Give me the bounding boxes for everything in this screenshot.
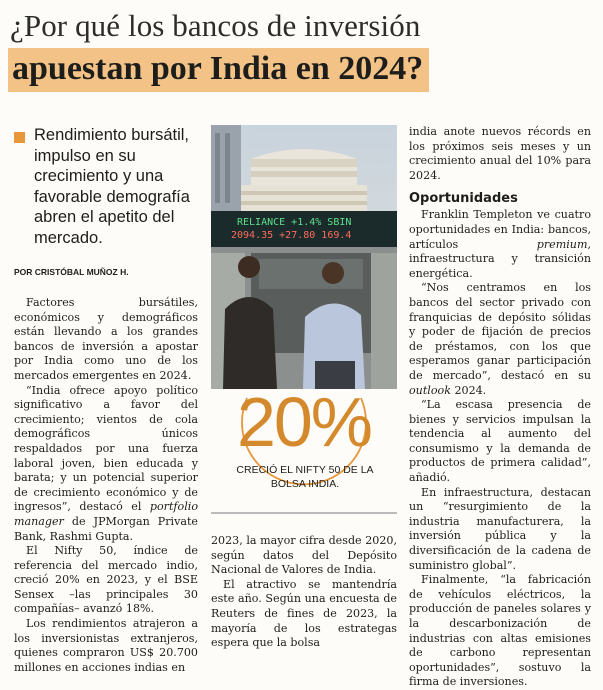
stock-exchange-photo: [211, 125, 397, 389]
col3-p3-text-a: “Nos centramos en los bancos del sector privado con franquicias de depósito sólidas y poder de fijación de precios de préstamos, con los que esperamos ganar participación de mercado”, destacó en su: [409, 281, 591, 382]
col1-p2-text-b: de JPMorgan Private Bank, Rashmi Gupta.: [14, 514, 198, 543]
deck-bullet-icon: [14, 132, 25, 143]
article-column-2: [211, 534, 397, 651]
byline: POR CRISTÓBAL MUÑOZ H.: [14, 267, 129, 277]
headline-line-2: apuestan por India en 2024?: [8, 48, 429, 92]
callout-divider: [211, 512, 397, 514]
col3-p2-emphasis: premium: [536, 237, 588, 251]
col3-paragraph-1: india anote nuevos récords en los próximos seis meses y un crecimiento anual del 10% para 2024.: [409, 125, 591, 182]
article-column-3: [409, 125, 591, 690]
headline-line-1: ¿Por qué los bancos de inversión: [10, 8, 421, 43]
col3-p3-text-b: 2024.: [450, 383, 487, 397]
callout-value: 20%: [236, 383, 372, 461]
callout-caption: CRECIÓ EL NIFTY 50 DE LA BOLSA INDIA.: [236, 464, 374, 490]
stock-exchange-photo-illustration: [211, 125, 397, 389]
ticker-line-1: RELIANCE +1.4% SBIN: [237, 217, 352, 228]
col1-p2-text-a: “India ofrece apoyo político significativo a favor del crecimiento; vientos de cola demográficos únicos respaldados por una fuerza laboral joven, bien educada y barata; y un potencial superior de crecimiento económico y de ingresos”, destacó el: [14, 383, 198, 514]
col1-paragraph-2: [14, 384, 198, 545]
col1-paragraph-1: Factores bursátiles, económicos y demográficos están llevando a los grandes bancos de inversión a apostar por India como uno de los mercados emergentes en 2024.: [14, 296, 198, 382]
col1-p2-emphasis: portfolio manager: [14, 500, 198, 528]
col3-paragraph-4: “La escasa presencia de bienes y servicios impulsan la tendencia al aumento del consumismo y la demanda de productos de primera calidad”, añadió.: [409, 398, 591, 485]
col1-paragraph-4: Los rendimientos atrajeron a los inversionistas extranjeros, quienes compraron US$ 20.700 millones en acciones indias en: [14, 617, 198, 674]
deck-text: Rendimiento bursátil, impulso en su crecimiento y una favorable demografía abren el apetito del mercado.: [34, 126, 190, 247]
col3-paragraph-3: [409, 281, 591, 398]
col3-paragraph-5: En infraestructura, destacan un “resurgimiento de la industria manufacturera, la inversión pública y la diversificación de la cadena de suministro global”.: [409, 485, 591, 572]
col2-paragraph-1: 2023, la mayor cifra desde 2020, según datos del Depósito Nacional de Valores de India.: [211, 534, 397, 577]
col1-paragraph-3: El Nifty 50, índice de referencia del mercado indio, creció 20% en 2023, y el BSE Sensex –las principales 30 compañías– avanzó 18%.: [14, 544, 198, 616]
col3-paragraph-2: [409, 208, 591, 281]
col3-paragraph-6: Finalmente, “la fabricación de vehículos eléctricos, la producción de paneles solares y la descarbonización de industrias con altas emisiones de carbono representan oportunidades”, sostuvo la firma de inversiones.: [409, 573, 591, 689]
col3-p3-emphasis: outlook: [409, 383, 451, 397]
section-heading: Oportunidades: [409, 191, 518, 207]
ticker-line-2: 2094.35 +27.80 169.4: [231, 230, 352, 241]
article-column-1: [14, 296, 198, 675]
stat-callout: [211, 376, 397, 506]
col3-p2-text-a: Franklin Templeton ve cuatro oportunidades en India: bancos, artículos: [409, 208, 591, 251]
col3-p2-text-b: , infraestructura y transición energética.: [409, 237, 591, 280]
col2-paragraph-2: El atractivo se mantendría este año. Según una encuesta de Reuters de fines de 2023, la mayoría de los estrategas espera que la bolsa: [211, 577, 397, 650]
